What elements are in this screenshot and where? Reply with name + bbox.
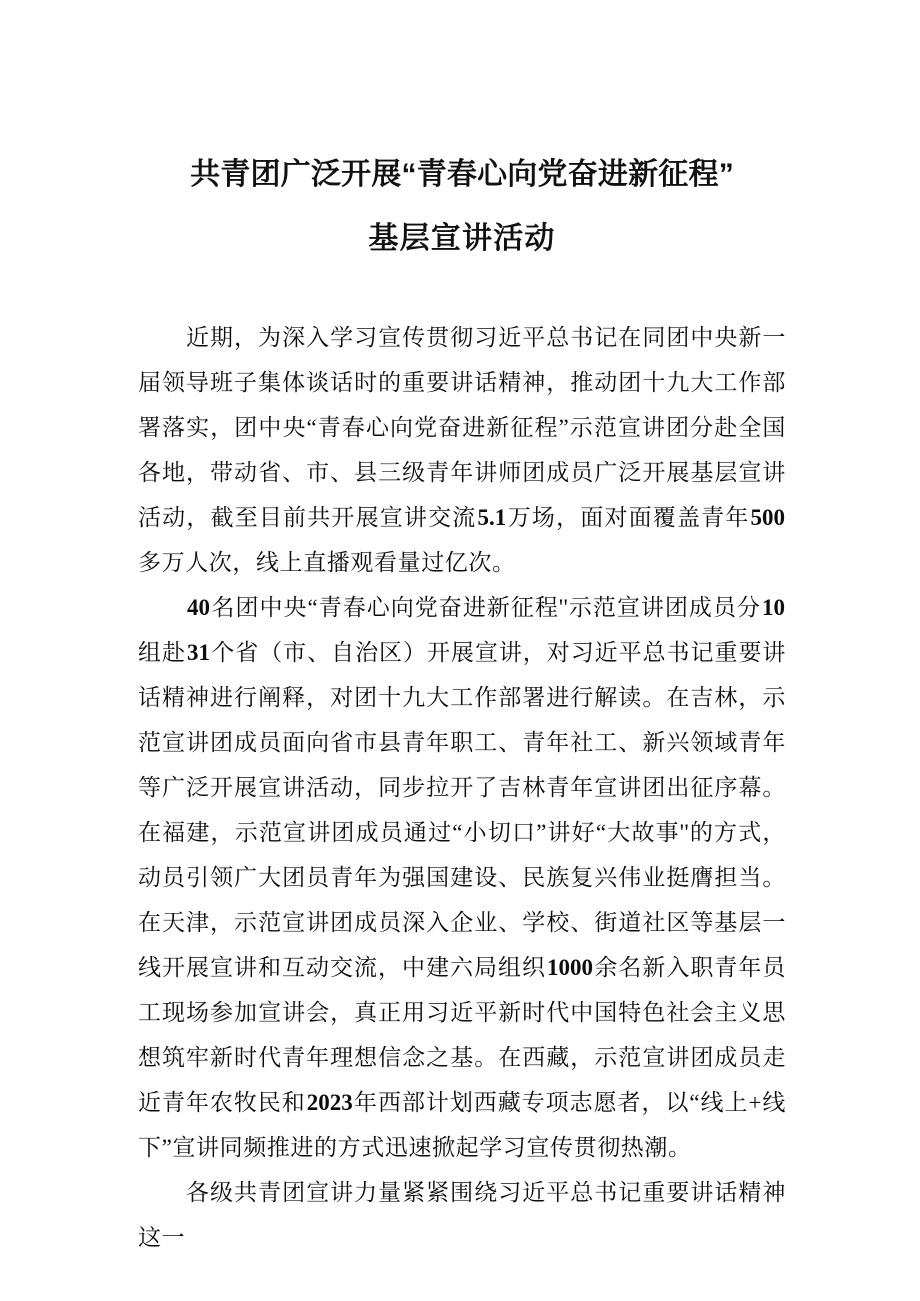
inline-number: 31 [186, 640, 210, 665]
page-content [138, 0, 786, 1260]
body-paragraph-3: 各级共青团宣讲力量紧紧围绕习近平总书记重要讲话精神这一 [138, 1180, 786, 1250]
inline-number: 500 [750, 505, 785, 530]
page-title-line-2: 基层宣讲活动 [368, 222, 556, 255]
inline-number: 5.1 [477, 505, 507, 530]
inline-number: 2023 [306, 1090, 353, 1115]
document-body [138, 315, 786, 1260]
inline-number: 40 [187, 595, 210, 620]
page-title-line-1: 共青团广泛开展“青春心向党奋进新征程” [190, 158, 734, 191]
body-paragraph-2: 40名团中央“青春心向党奋进新征程''示范宣讲团成员分10组赴31个省（市、自治区）开展宣讲，对习近平总书记重要讲话精神进行阐释，对团十九大工作部署进行解读。在吉林，示范宣讲团成员面向省市县青年职工、青年社工、新兴领域青年等广泛开展宣讲活动，同步拉开了吉林青年宣讲团出征序幕。在福建，示范宣讲团成员通过“小切口”讲好“大故事''的方式，动员引领广大团员青年为强国建设、民族复兴伟业挺膺担当。在天津，示范宣讲团成员深入企业、学校、街道社区等基层一线开展宣讲和互动交流，中建六局组织1000余名新入职青年员工现场参加宣讲会，真正用习近平新时代中国特色社会主义思想筑牢新时代青年理想信念之基。在西藏，示范宣讲团成员走近青年农牧民和2023年西部计划西藏专项志愿者，以“线上+线下”宣讲同频推进的方式迅速掀起学习宣传贯彻热潮。 [138, 595, 787, 1160]
body-paragraph-1: 近期，为深入学习宣传贯彻习近平总书记在同团中央新一届领导班子集体谈话时的重要讲话精神，推动团十九大工作部署落实，团中央“青春心向党奋进新征程”示范宣讲团分赴全国各地，带动省、市、县三级青年讲师团成员广泛开展基层宣讲活动，截至目前共开展宣讲交流5.1万场，面对面覆盖青年500多万人次，线上直播观看量过亿次。 [138, 325, 786, 575]
page-title [138, 0, 786, 271]
inline-number: 10 [762, 595, 785, 620]
inline-number: 1000 [547, 955, 593, 980]
